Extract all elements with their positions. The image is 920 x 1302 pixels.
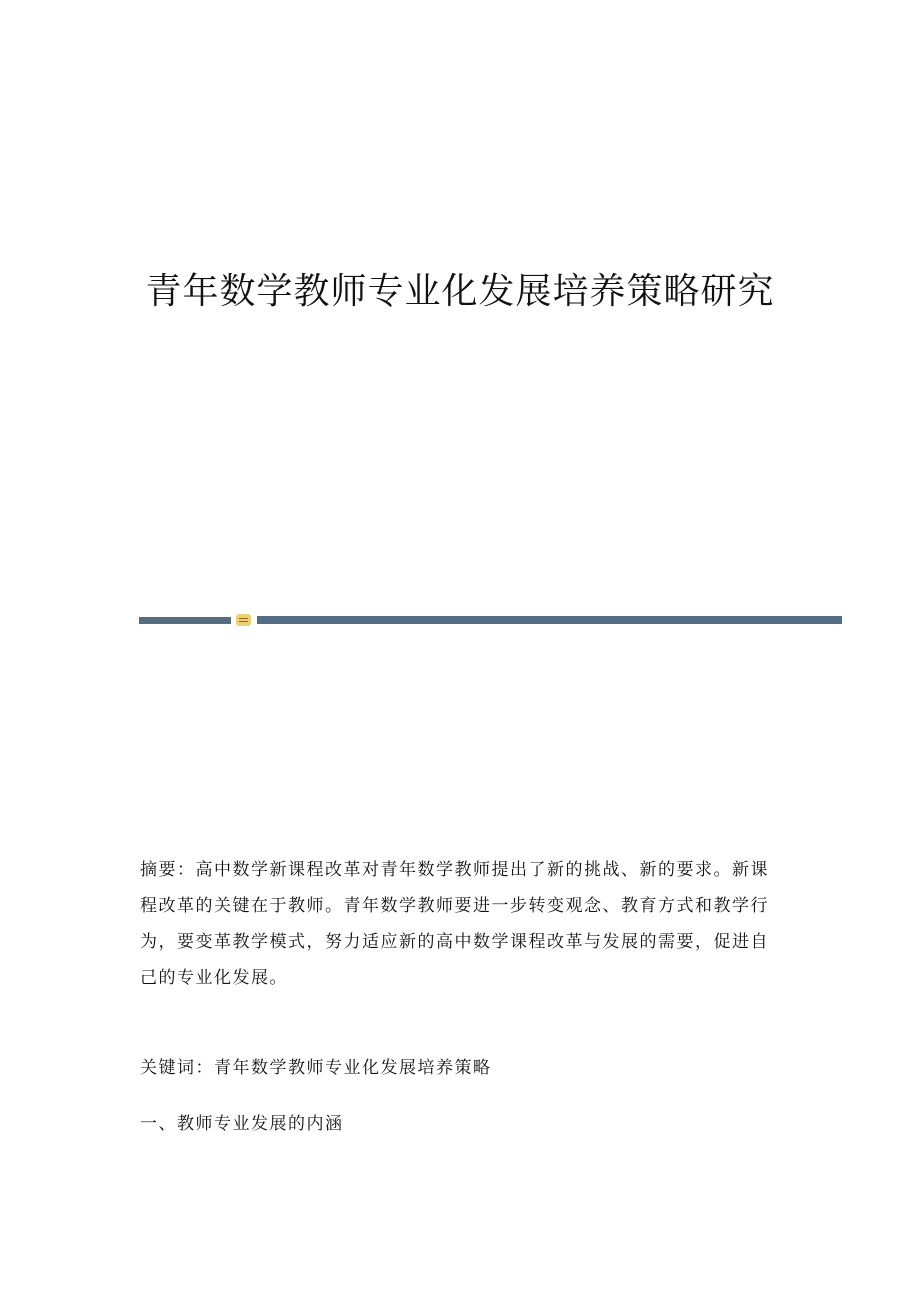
- abstract-paragraph: 摘要：高中数学新课程改革对青年数学教师提出了新的挑战、新的要求。新课程改革的关键在于教师。青年数学教师要进一步转变观念、教育方式和教学行为，要变革教学模式，努力适应新的高中数学课程改革与发展的需要，促进自己的专业化发展。: [140, 860, 769, 988]
- section-divider: [139, 612, 842, 628]
- document-title: 青年数学教师专业化发展培养策略研究: [145, 271, 775, 312]
- divider-bar-left: [139, 617, 231, 624]
- divider-bar-right: [257, 616, 842, 624]
- keywords-line: 关键词：青年数学教师专业化发展培养策略: [140, 1058, 492, 1078]
- section-heading: 一、教师专业发展的内涵: [140, 1114, 344, 1134]
- divider-ornament-icon: [236, 614, 251, 626]
